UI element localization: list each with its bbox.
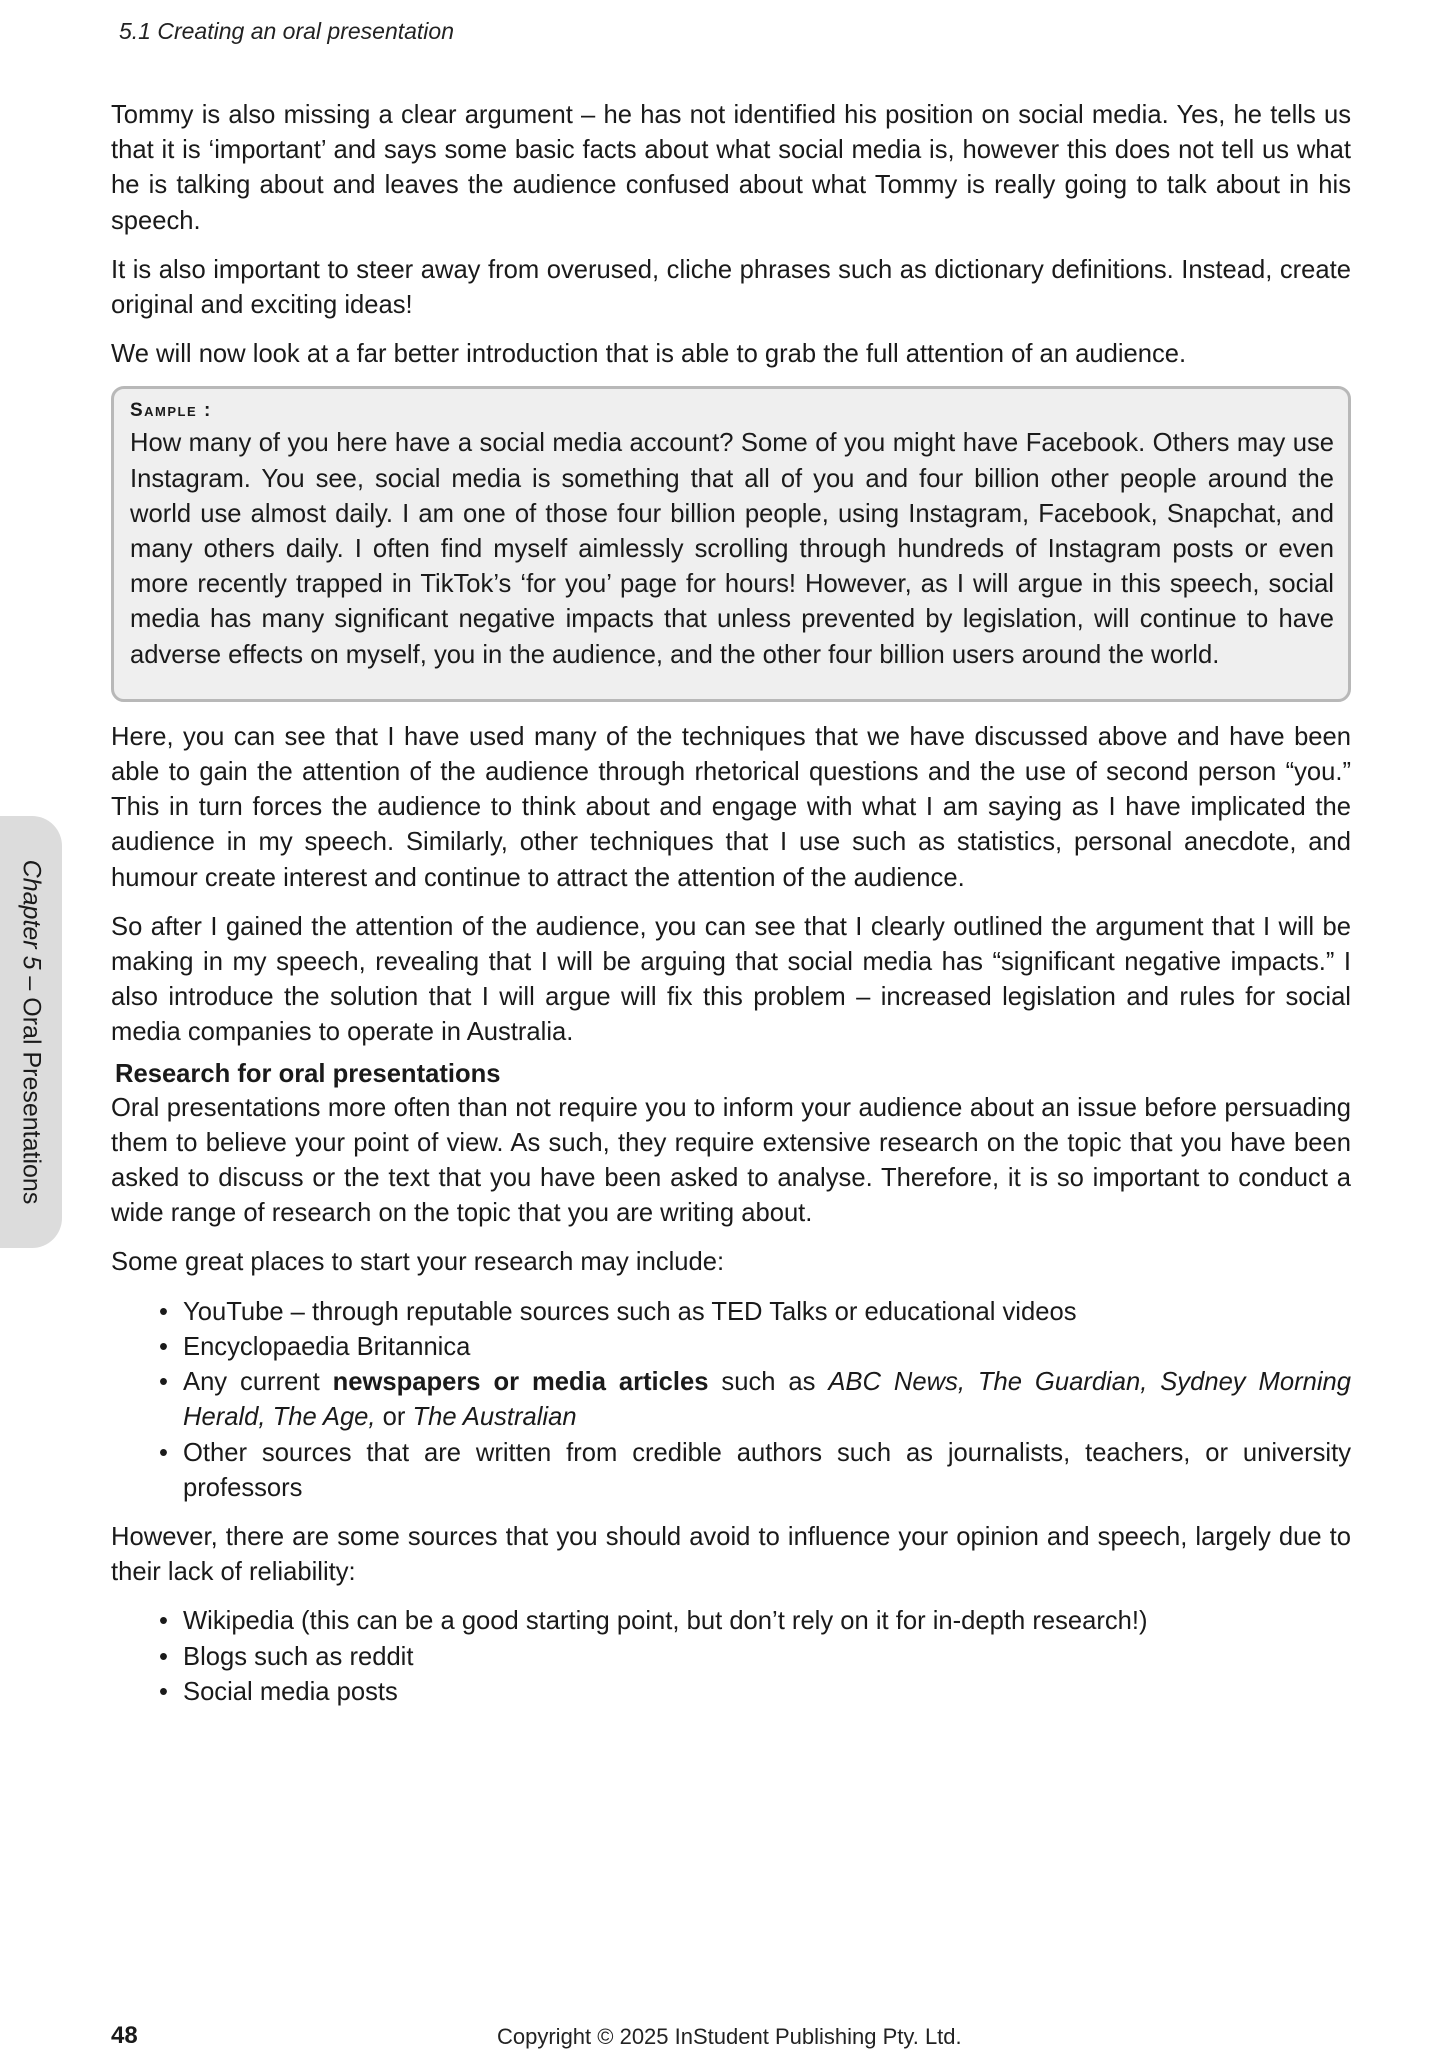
publication-names: ABC News, The Guardian, Sydney Morning Herald, The Age, <box>183 1368 1351 1432</box>
chapter-side-tab <box>0 816 62 1248</box>
list-item: • Blogs such as reddit <box>159 1640 1351 1675</box>
running-header: 5.1 Creating an oral presentation <box>119 18 454 44</box>
section-heading: Research for oral presentations <box>115 1059 501 1088</box>
publication-name: The Australian <box>412 1403 577 1432</box>
chapter-title: Oral Presentations <box>17 997 46 1205</box>
list-item-text: or <box>375 1403 413 1432</box>
sample-label: Sample : <box>130 400 212 422</box>
body-paragraph: So after I gained the attention of the audience, you can see that I clearly outlined the argument that I will be making in my speech, revealing that I will be arguing that social media has “significant negative impacts.” I also introduce the solution that I will argue will fix this problem – increased legislation and rules for social media companies to operate in Australia. <box>111 912 1351 1047</box>
list-item: • Encyclopaedia Britannica <box>159 1330 1351 1365</box>
copyright-footer: Copyright © 2025 InStudent Publishing Pty. Ltd. <box>497 2024 962 2049</box>
good-sources-list <box>111 1295 1351 1506</box>
list-item-text: Any current <box>183 1368 333 1397</box>
avoid-sources-list <box>111 1604 1351 1710</box>
list-item-text: such as <box>708 1368 829 1397</box>
body-paragraph: Some great places to start your research may include: <box>111 1248 725 1277</box>
list-item: • Other sources that are written from credible authors such as journalists, teachers, or university professors <box>159 1436 1351 1506</box>
sample-box <box>111 386 1351 701</box>
body-paragraph: Oral presentations more often than not require you to inform your audience about an issue before persuading them to believe your point of view. As such, they require extensive research on the topic that you have been asked to discuss or the text that you have been asked to analyse. Therefore, it is so important to conduct a wide range of research on the topic that you are writing about. <box>111 1093 1351 1228</box>
list-item: • Social media posts <box>159 1675 1351 1710</box>
list-item-emphasis: newspapers or media articles <box>332 1368 709 1397</box>
body-paragraph: Tommy is also missing a clear argument – he has not identified his position on social media. Yes, he tells us that it is ‘important’ and says some basic facts about what social media is, however this does not tell us what he is talking about and leaves the audience confused about what Tommy is really going to talk about in his speech. <box>111 101 1351 235</box>
body-paragraph: However, there are some sources that you should avoid to influence your opinion and speech, largely due to their lack of reliability: <box>111 1522 1351 1587</box>
body-paragraph: It is also important to steer away from overused, cliche phrases such as dictionary definitions. Instead, create original and exciting ideas! <box>111 255 1351 320</box>
list-item <box>159 1365 1351 1435</box>
chapter-number: Chapter 5 <box>17 859 46 970</box>
page-number: 48 <box>111 2022 138 2049</box>
body-paragraph: Here, you can see that I have used many of the techniques that we have discussed above and have been able to gain the attention of the audience through rhetorical questions and the use of second person “you.” This in turn forces the audience to think about and engage with what I am saying as I have implicated the audience in my speech. Similarly, other techniques that I use such as statistics, personal anecdote, and humour create interest and continue to attract the attention of the audience. <box>111 722 1351 892</box>
sample-text: How many of you here have a social media account? Some of you might have Facebook. Others may use Instagram. You see, social media is something that all of you and four billion other people around the world use almost daily. I am one of those four billion people, using Instagram, Facebook, Snapchat, and many others daily. I often find myself aimlessly scrolling through hundreds of Instagram posts or even more recently trapped in TikTok’s ‘for you’ page for hours! However, as I will argue in this speech, social media has many significant negative impacts that unless prevented by legislation, will continue to have adverse effects on myself, you in the audience, and the other four billion users around the world. <box>130 429 1334 669</box>
chapter-side-tab-label <box>17 860 46 1205</box>
list-item: • YouTube – through reputable sources such as TED Talks or educational videos <box>159 1295 1351 1330</box>
body-paragraph: We will now look at a far better introduction that is able to grab the full attention of an audience. <box>111 340 1187 369</box>
chapter-separator: – <box>17 969 46 998</box>
page-body <box>111 98 1351 1724</box>
list-item: • Wikipedia (this can be a good starting point, but don’t rely on it for in-depth research!) <box>159 1604 1351 1639</box>
